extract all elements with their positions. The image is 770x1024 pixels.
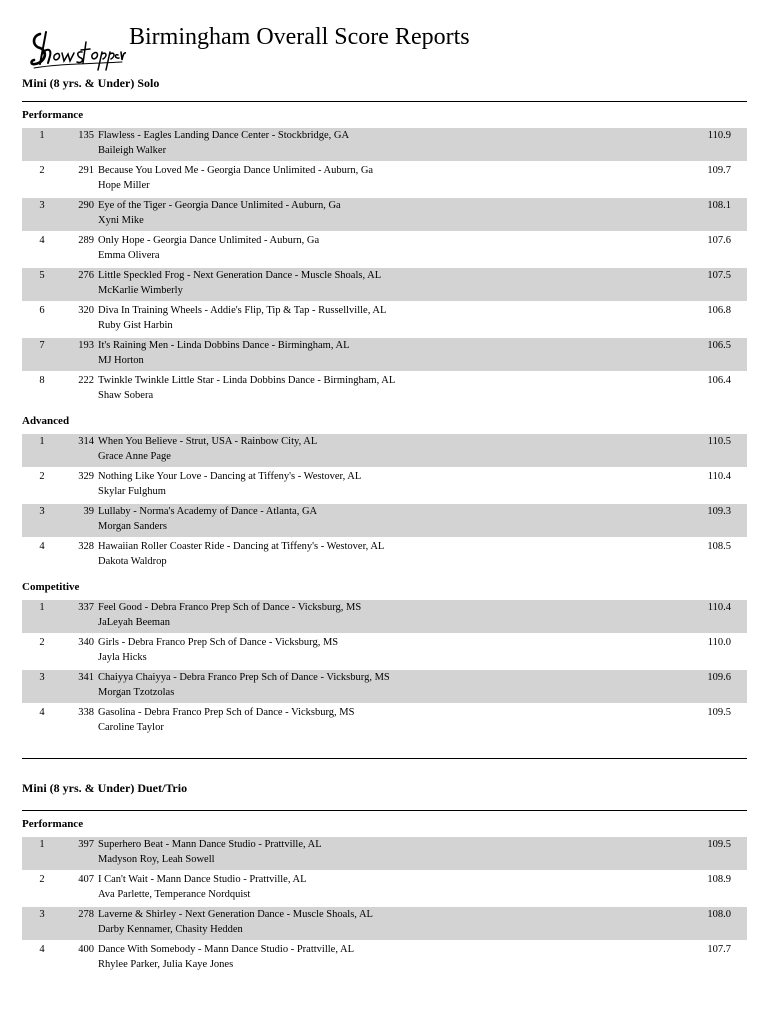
entry-number: 314 <box>78 436 94 447</box>
routine-description: Lullaby - Norma's Academy of Dance - Atlanta, GA <box>98 506 318 517</box>
place-rank: 5 <box>39 270 45 281</box>
entry-number: 278 <box>78 909 94 920</box>
table-row <box>22 600 747 633</box>
routine-description: It's Raining Men - Linda Dobbins Dance - Birmingham, AL <box>98 340 350 351</box>
table-row <box>22 163 747 196</box>
score-value: 107.6 <box>707 235 731 246</box>
table-row <box>22 128 747 161</box>
table-row <box>22 635 747 668</box>
routine-description: Superhero Beat - Mann Dance Studio - Prattville, AL <box>98 839 322 850</box>
section-divider <box>22 758 747 759</box>
routine-description: Feel Good - Debra Franco Prep Sch of Dance - Vicksburg, MS <box>98 602 362 613</box>
entry-number: 338 <box>78 707 94 718</box>
division-mini-solo <box>22 76 747 759</box>
table-row <box>22 504 747 537</box>
place-rank: 2 <box>39 637 45 648</box>
entry-number: 135 <box>78 130 94 141</box>
score-value: 108.0 <box>707 909 731 920</box>
category-heading-advanced: Advanced <box>22 415 70 427</box>
score-value: 106.5 <box>707 340 731 351</box>
place-rank: 2 <box>39 165 45 176</box>
routine-description: I Can't Wait - Mann Dance Studio - Prattville, AL <box>98 874 307 885</box>
dancer-names: Darby Kennamer, Chasity Hedden <box>98 924 243 935</box>
place-rank: 3 <box>39 506 45 517</box>
category-heading-competitive: Competitive <box>22 581 80 593</box>
dancer-names: Morgan Tzotzolas <box>98 687 175 698</box>
score-value: 109.6 <box>707 672 731 683</box>
place-rank: 1 <box>39 839 45 850</box>
dancer-names: McKarlie Wimberly <box>98 285 183 296</box>
routine-description: Laverne & Shirley - Next Generation Dance - Muscle Shoals, AL <box>98 909 373 920</box>
place-rank: 3 <box>39 909 45 920</box>
score-value: 107.7 <box>707 944 731 955</box>
routine-description: When You Believe - Strut, USA - Rainbow City, AL <box>98 436 318 447</box>
routine-description: Twinkle Twinkle Little Star - Linda Dobbins Dance - Birmingham, AL <box>98 375 396 386</box>
score-value: 109.3 <box>707 506 731 517</box>
showstopper-logo <box>26 24 126 74</box>
table-row <box>22 233 747 266</box>
dancer-names: Caroline Taylor <box>98 722 164 733</box>
dancer-names: MJ Horton <box>98 355 144 366</box>
dancer-names: Baileigh Walker <box>98 145 167 156</box>
table-row <box>22 942 747 975</box>
dancer-names: Shaw Sobera <box>98 390 154 401</box>
score-value: 108.1 <box>707 200 731 211</box>
entry-number: 193 <box>78 340 94 351</box>
dancer-names: Rhylee Parker, Julia Kaye Jones <box>98 959 234 970</box>
entry-number: 290 <box>78 200 94 211</box>
table-row <box>22 268 747 301</box>
routine-description: Diva In Training Wheels - Addie's Flip, Tip & Tap - Russellville, AL <box>98 305 387 316</box>
score-value: 108.5 <box>707 541 731 552</box>
dancer-names: Grace Anne Page <box>98 451 171 462</box>
division-mini-duet-trio <box>22 781 747 975</box>
place-rank: 1 <box>39 436 45 447</box>
dancer-names: Emma Olivera <box>98 250 160 261</box>
place-rank: 4 <box>39 944 45 955</box>
report-title: Birmingham Overall Score Reports <box>129 24 470 50</box>
routine-description: Chaiyya Chaiyya - Debra Franco Prep Sch of Dance - Vicksburg, MS <box>98 672 390 683</box>
place-rank: 2 <box>39 874 45 885</box>
division-title: Mini (8 yrs. & Under) Duet/Trio <box>22 781 188 795</box>
entry-number: 222 <box>78 375 94 386</box>
entry-number: 276 <box>78 270 94 281</box>
score-value: 108.9 <box>707 874 731 885</box>
dancer-names: Xyni Mike <box>98 215 144 226</box>
routine-description: Because You Loved Me - Georgia Dance Unlimited - Auburn, Ga <box>98 165 374 176</box>
table-row <box>22 303 747 336</box>
entry-number: 329 <box>78 471 94 482</box>
dancer-names: Morgan Sanders <box>98 521 167 532</box>
dancer-names: Madyson Roy, Leah Sowell <box>98 854 215 865</box>
table-row <box>22 670 747 703</box>
entry-number: 328 <box>78 541 94 552</box>
routine-description: Hawaiian Roller Coaster Ride - Dancing at Tiffeny's - Westover, AL <box>98 541 385 552</box>
score-value: 110.0 <box>707 637 731 648</box>
score-value: 109.5 <box>707 707 731 718</box>
entry-number: 340 <box>78 637 94 648</box>
score-value: 106.8 <box>707 305 731 316</box>
table-row <box>22 539 747 572</box>
routine-description: Flawless - Eagles Landing Dance Center - Stockbridge, GA <box>98 130 350 141</box>
place-rank: 4 <box>39 235 45 246</box>
score-value: 109.5 <box>707 839 731 850</box>
table-row <box>22 434 747 467</box>
place-rank: 7 <box>39 340 45 351</box>
category-heading-performance: Performance <box>22 109 84 121</box>
score-value: 110.4 <box>707 471 731 482</box>
routine-description: Girls - Debra Franco Prep Sch of Dance - Vicksburg, MS <box>98 637 339 648</box>
entry-number: 289 <box>78 235 94 246</box>
dancer-names: Ava Parlette, Temperance Nordquist <box>98 889 251 900</box>
entry-number: 397 <box>78 839 94 850</box>
division-rule <box>22 101 747 102</box>
routine-description: Nothing Like Your Love - Dancing at Tiffeny's - Westover, AL <box>98 471 362 482</box>
table-row <box>22 373 747 406</box>
report-header <box>24 18 744 72</box>
routine-description: Eye of the Tiger - Georgia Dance Unlimited - Auburn, Ga <box>98 200 341 211</box>
table-row <box>22 837 747 870</box>
score-value: 110.5 <box>707 436 731 447</box>
routine-description: Dance With Somebody - Mann Dance Studio - Prattville, AL <box>98 944 355 955</box>
division-title: Mini (8 yrs. & Under) Solo <box>22 76 160 90</box>
place-rank: 6 <box>39 305 45 316</box>
dancer-names: Hope Miller <box>98 180 150 191</box>
report-content <box>22 72 747 977</box>
dancer-names: JaLeyah Beeman <box>98 617 171 628</box>
place-rank: 3 <box>39 200 45 211</box>
table-row <box>22 705 747 738</box>
division-rule <box>22 810 747 811</box>
score-value: 107.5 <box>707 270 731 281</box>
table-row <box>22 469 747 502</box>
dancer-names: Dakota Waldrop <box>98 556 167 567</box>
dancer-names: Ruby Gist Harbin <box>98 320 173 331</box>
dancer-names: Skylar Fulghum <box>98 486 166 497</box>
place-rank: 4 <box>39 541 45 552</box>
table-row <box>22 907 747 940</box>
score-value: 106.4 <box>707 375 731 386</box>
dancer-names: Jayla Hicks <box>98 652 147 663</box>
routine-description: Only Hope - Georgia Dance Unlimited - Auburn, Ga <box>98 235 320 246</box>
place-rank: 1 <box>39 130 45 141</box>
category-heading-performance: Performance <box>22 818 84 830</box>
showstopper-logo-script <box>26 24 126 74</box>
place-rank: 1 <box>39 602 45 613</box>
entry-number: 337 <box>78 602 94 613</box>
entry-number: 400 <box>78 944 94 955</box>
entry-number: 320 <box>78 305 94 316</box>
routine-description: Little Speckled Frog - Next Generation Dance - Muscle Shoals, AL <box>98 270 382 281</box>
score-value: 110.4 <box>707 602 731 613</box>
entry-number: 407 <box>78 874 94 885</box>
routine-description: Gasolina - Debra Franco Prep Sch of Dance - Vicksburg, MS <box>98 707 355 718</box>
score-value: 110.9 <box>707 130 731 141</box>
entry-number: 291 <box>78 165 94 176</box>
place-rank: 8 <box>39 375 45 386</box>
score-value: 109.7 <box>707 165 731 176</box>
entry-number: 39 <box>83 506 94 517</box>
place-rank: 3 <box>39 672 45 683</box>
table-row <box>22 872 747 905</box>
entry-number: 341 <box>78 672 94 683</box>
place-rank: 2 <box>39 471 45 482</box>
table-row <box>22 338 747 371</box>
table-row <box>22 198 747 231</box>
place-rank: 4 <box>39 707 45 718</box>
